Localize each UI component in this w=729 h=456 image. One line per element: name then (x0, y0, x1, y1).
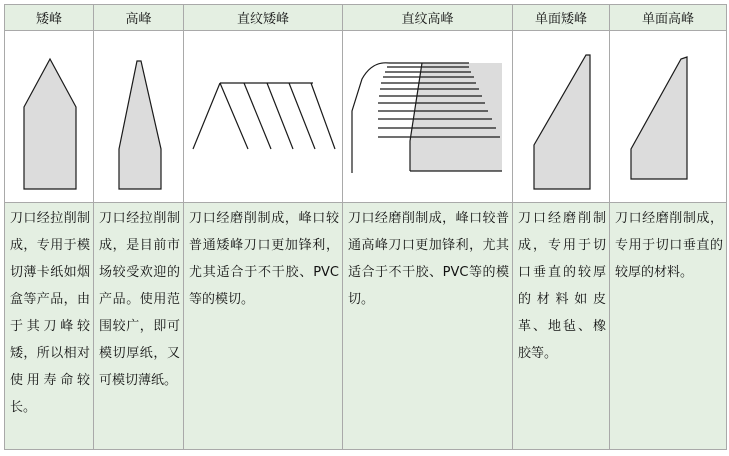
description-straight-grain-short-peak: 刀口经磨削制成，峰口较普通矮峰刀口更加锋利，尤其适合于不干胶、PVC等的模切。 (184, 203, 343, 450)
header-row (5, 5, 727, 31)
grain-line (193, 83, 220, 149)
diagram-row (5, 31, 727, 203)
short-peak-blade-diagram (6, 37, 92, 197)
single-side-high-peak-diagram (611, 37, 726, 197)
header-short-peak: 矮峰 (5, 5, 94, 31)
grain-line (289, 83, 315, 149)
header-single-side-short-peak: 单面矮峰 (513, 5, 610, 31)
header-straight-grain-high-peak: 直纹高峰 (343, 5, 513, 31)
grain-line (311, 83, 335, 149)
description-high-peak: 刀口经拉削制成，是目前市场较受欢迎的产品。使用范围较广，即可模切厚纸，又可模切薄纸。 (94, 203, 184, 450)
blade-outline-left (352, 62, 389, 172)
header-single-side-high-peak: 单面高峰 (610, 5, 727, 31)
grain-line (267, 83, 293, 149)
diagram-cell-single-side-short-peak (513, 31, 610, 203)
diagram-cell-high-peak (94, 31, 184, 203)
grain-line (244, 83, 271, 149)
blade-outline (24, 59, 76, 189)
description-row (5, 203, 727, 450)
high-peak-blade-diagram (95, 37, 183, 197)
blade-outline (119, 61, 161, 189)
grain-line (220, 83, 248, 149)
blade-types-table (4, 4, 727, 450)
description-single-side-short-peak: 刀口经磨削制成，专用于切口垂直的较厚的材料如皮革、地毡、橡胶等。 (513, 203, 610, 450)
single-side-short-peak-diagram (514, 37, 609, 197)
straight-grain-short-peak-diagram (185, 37, 342, 197)
diagram-cell-straight-grain-short-peak (184, 31, 343, 203)
blade-outline (631, 57, 687, 179)
header-straight-grain-short-peak: 直纹矮峰 (184, 5, 343, 31)
straight-grain-high-peak-diagram (344, 37, 512, 197)
header-high-peak: 高峰 (94, 5, 184, 31)
description-single-side-high-peak: 刀口经磨削制成，专用于切口垂直的较厚的材料。 (610, 203, 727, 450)
blade-side-face (410, 63, 502, 171)
diagram-cell-short-peak (5, 31, 94, 203)
description-straight-grain-high-peak: 刀口经磨削制成，峰口较普通高峰刀口更加锋利，尤其适合于不干胶、PVC等的模切。 (343, 203, 513, 450)
diagram-cell-single-side-high-peak (610, 31, 727, 203)
diagram-cell-straight-grain-high-peak (343, 31, 513, 203)
blade-outline (534, 55, 590, 189)
description-short-peak: 刀口经拉削制成，专用于模切薄卡纸如烟盒等产品，由于其刀峰较矮，所以相对使用寿命较长。 (5, 203, 94, 450)
